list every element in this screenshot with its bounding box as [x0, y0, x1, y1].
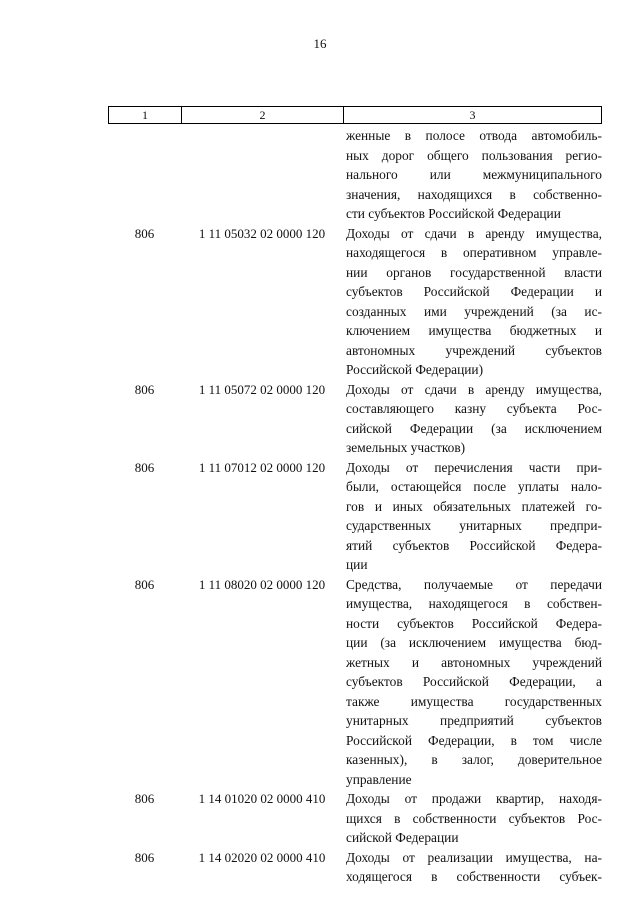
description-line: также имущества государственных: [346, 693, 602, 709]
description-cell: [343, 224, 602, 380]
table-row: [108, 224, 602, 380]
description-line: ключением имущества бюджетных и: [346, 323, 602, 338]
description-line: Доходы от сдачи в аренду имущества,: [346, 225, 602, 241]
description-line: были, остающейся после уплаты нало-: [346, 479, 602, 494]
table-row: [108, 848, 602, 887]
description-cell: [343, 789, 602, 848]
admin-code-cell: 806: [134, 849, 155, 865]
description-line: находящегося в оперативном управле-: [346, 245, 602, 260]
budget-code-cell: 1 14 01020 02 0000 410: [198, 791, 326, 806]
table-row: [108, 458, 602, 575]
header-col-3: 3: [469, 108, 476, 122]
description-line: ходящегося в собственности субъек-: [346, 869, 602, 884]
budget-code-cell: 1 14 02020 02 0000 410: [198, 849, 326, 865]
table-row: [108, 575, 602, 790]
description-line: ятий субъектов Российской Федера-: [346, 537, 602, 553]
description-line: Доходы от сдачи в аренду имущества,: [346, 381, 602, 397]
description-line: Доходы от перечисления части при-: [346, 459, 602, 475]
description-line: Средства, получаемые от передачи: [346, 576, 602, 592]
description-cell: [343, 848, 602, 887]
description-line: ции (за исключением имущества бюд-: [346, 635, 602, 650]
description-cell: [343, 380, 602, 458]
description-cell: [343, 458, 602, 575]
description-line: земельных участков): [346, 440, 466, 455]
description-line: субъектов Российской Федерации и: [346, 284, 602, 299]
table-body: [108, 126, 602, 887]
description-line: нии органов государственной власти: [346, 264, 602, 280]
description-cell: [343, 126, 602, 224]
description-line: Российской Федерации): [346, 362, 484, 377]
admin-code-cell: 806: [134, 459, 155, 475]
description-line: Доходы от реализации имущества, на-: [346, 849, 602, 865]
admin-code-cell: 806: [134, 381, 155, 397]
description-line: казенных), в залог, доверительное: [346, 752, 602, 767]
page-number: 16: [313, 36, 327, 51]
table-row: [108, 126, 602, 224]
header-col-2: 2: [182, 107, 344, 123]
description-line: ности субъектов Российской Федера-: [346, 615, 602, 631]
header-col-1: 1: [109, 107, 182, 123]
table-row: [108, 789, 602, 848]
description-line: имущества, находящегося в собствен-: [346, 596, 602, 611]
description-line: щихся в собственности субъектов Рос-: [346, 810, 602, 826]
table-row: [108, 380, 602, 458]
description-line: ных дорог общего пользования регио-: [346, 147, 602, 163]
description-line: гов и иных обязательных платежей го-: [346, 498, 602, 514]
description-line: управление: [346, 771, 412, 787]
description-line: сийской Федерации: [346, 830, 459, 845]
description-line: унитарных предприятий субъектов: [346, 713, 602, 728]
description-line: сударственных унитарных предпри-: [346, 518, 602, 533]
budget-code-cell: 1 11 05072 02 0000 120: [198, 381, 326, 397]
description-line: автономных учреждений субъектов: [346, 342, 602, 358]
description-line: созданных ими учреждений (за ис-: [346, 303, 602, 319]
description-line: нального или межмуниципального: [346, 167, 602, 182]
table-header: [108, 106, 602, 124]
description-line: составляющего казну субъекта Рос-: [346, 401, 602, 416]
description-line: значения, находящихся в собственно-: [346, 186, 602, 202]
description-line: женные в полосе отвода автомобиль-: [346, 128, 602, 143]
description-line: сти субъектов Российской Федерации: [346, 206, 561, 221]
admin-code-cell: 806: [134, 791, 155, 806]
description-cell: [343, 575, 602, 790]
description-line: Российской Федерации, в том числе: [346, 732, 602, 748]
description-line: сийской Федерации (за исключением: [346, 420, 602, 436]
description-line: субъектов Российской Федерации, а: [346, 674, 602, 689]
description-line: жетных и автономных учреждений: [346, 654, 602, 670]
admin-code-cell: [108, 126, 181, 224]
admin-code-cell: 806: [134, 225, 155, 241]
description-line: Доходы от продажи квартир, находя-: [346, 791, 602, 806]
budget-code-cell: 1 11 08020 02 0000 120: [198, 576, 326, 592]
budget-code-cell: [181, 126, 343, 224]
description-line: ции: [346, 557, 368, 572]
budget-code-cell: 1 11 07012 02 0000 120: [198, 459, 326, 475]
budget-code-cell: 1 11 05032 02 0000 120: [198, 225, 326, 241]
admin-code-cell: 806: [134, 576, 155, 592]
